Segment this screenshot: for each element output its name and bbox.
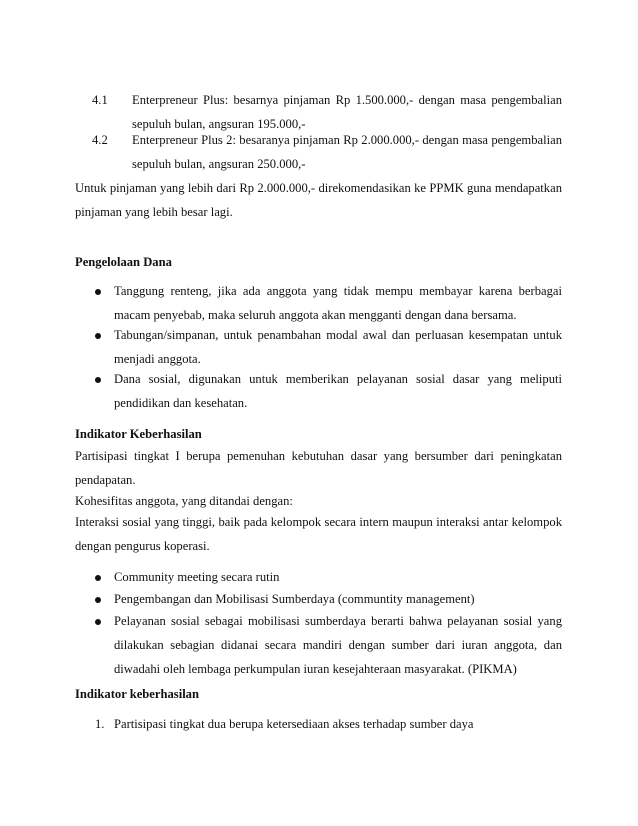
bullet-icon bbox=[95, 575, 101, 581]
sub-item-number: 4.1 bbox=[92, 93, 108, 107]
sub-item-number: 4.2 bbox=[92, 133, 108, 147]
sub-item-text: Enterpreneur Plus 2: besaranya pinjaman Rp 2.000.000,- dengan masa pengembalian bbox=[132, 133, 562, 147]
bullet-text: Dana sosial, digunakan untuk memberikan pelayanan sosial dasar yang meliputi bbox=[114, 372, 562, 386]
paragraph-line: Interaksi sosial yang tinggi, baik pada kelompok secara intern maupun interaksi antar kelompok bbox=[75, 515, 562, 529]
section-heading: Indikator Keberhasilan bbox=[75, 427, 202, 441]
bullet-text: diwadahi oleh lembaga perkumpulan iuran kesejahteraan masyarakat. (PIKMA) bbox=[114, 662, 517, 676]
sub-item-text: sepuluh bulan, angsuran 195.000,- bbox=[132, 117, 306, 131]
paragraph-line: Partisipasi tingkat I berupa pemenuhan kebutuhan dasar yang bersumber dari peningkatan bbox=[75, 449, 562, 463]
paragraph-line: pinjaman yang lebih besar lagi. bbox=[75, 205, 233, 219]
bullet-text: pendidikan dan kesehatan. bbox=[114, 396, 248, 410]
section-heading: Indikator keberhasilan bbox=[75, 687, 199, 701]
bullet-icon bbox=[95, 597, 101, 603]
bullet-text: macam penyebab, maka seluruh anggota akan mengganti dengan dana bersama. bbox=[114, 308, 517, 322]
bullet-icon bbox=[95, 333, 101, 339]
bullet-icon bbox=[95, 289, 101, 295]
list-item-text: Partisipasi tingkat dua berupa ketersediaan akses terhadap sumber daya bbox=[114, 717, 474, 731]
bullet-text: Tanggung renteng, jika ada anggota yang tidak mempu membayar karena berbagai bbox=[114, 284, 562, 298]
list-item-number: 1. bbox=[95, 717, 105, 731]
bullet-icon bbox=[95, 377, 101, 383]
paragraph-line: pendapatan. bbox=[75, 473, 136, 487]
bullet-icon bbox=[95, 619, 101, 625]
bullet-text: Pengembangan dan Mobilisasi Sumberdaya (communtity management) bbox=[114, 592, 475, 606]
paragraph-line: Untuk pinjaman yang lebih dari Rp 2.000.000,- direkomendasikan ke PPMK guna mendapatkan bbox=[75, 181, 562, 195]
bullet-text: Tabungan/simpanan, untuk penambahan modal awal dan perluasan kesempatan untuk bbox=[114, 328, 562, 342]
paragraph-line: dengan pengurus koperasi. bbox=[75, 539, 210, 553]
bullet-text: menjadi anggota. bbox=[114, 352, 201, 366]
sub-item-text: Enterpreneur Plus: besarnya pinjaman Rp 1.500.000,- dengan masa pengembalian bbox=[132, 93, 562, 107]
section-heading: Pengelolaan Dana bbox=[75, 255, 172, 269]
sub-item-text: sepuluh bulan, angsuran 250.000,- bbox=[132, 157, 306, 171]
paragraph-line: Kohesifitas anggota, yang ditandai dengan: bbox=[75, 494, 293, 508]
bullet-text: Pelayanan sosial sebagai mobilisasi sumberdaya berarti bahwa pelayanan sosial yang bbox=[114, 614, 562, 628]
bullet-text: Community meeting secara rutin bbox=[114, 570, 280, 584]
bullet-text: dilakukan sebagian didanai secara mandiri dengan sumber dari iuran anggota, dan bbox=[114, 638, 562, 652]
